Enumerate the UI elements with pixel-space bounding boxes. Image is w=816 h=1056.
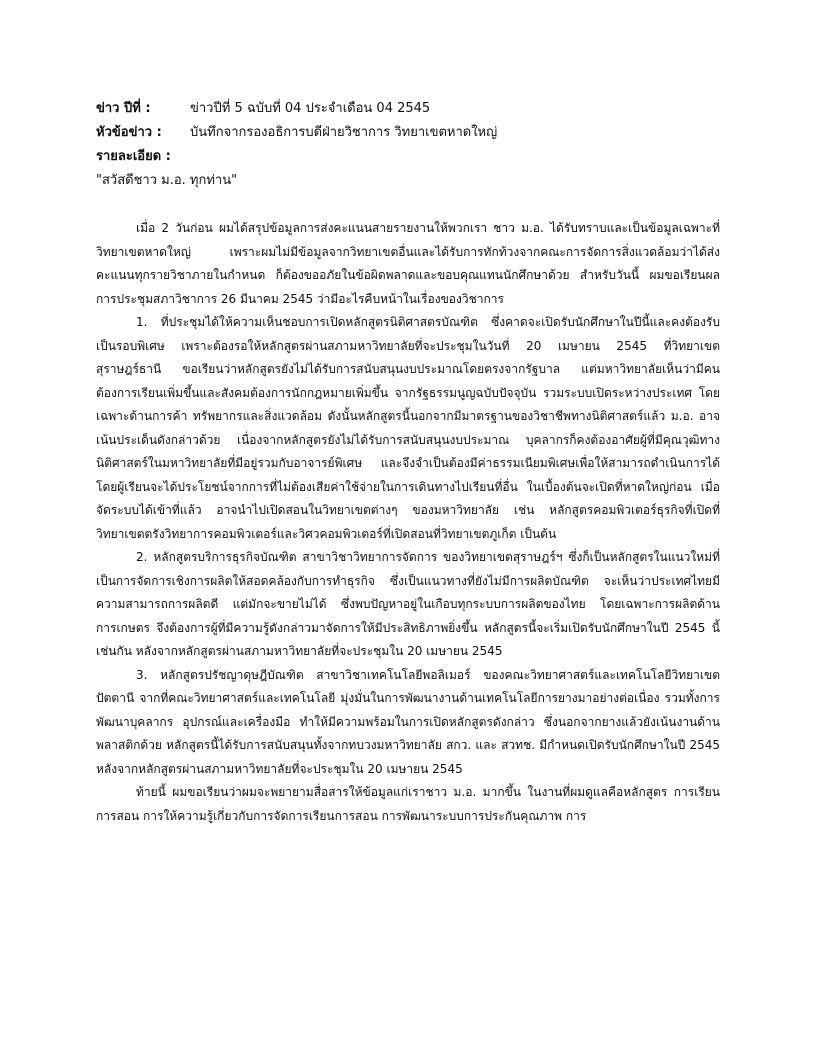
news-issue-label: ข่าว ปีที่ : (96, 101, 151, 116)
news-issue-row (96, 97, 720, 121)
intro-paragraph: เมื่อ 2 วันก่อน ผมได้สรุปข้อมูลการส่งคะแนนสายรายงานให้พวกเรา ชาว ม.อ. ได้รับทราบและเป็นข้อมูลเฉพาะที่วิทยาเขตหาดใหญ่ เพราะผมไม่มีข้อมูลจากวิทยาเขตอื่นและได้รับการทักท้วงจากคณะการจัดการสิ่งแวดล้อมว่าได้ส่งคะแนนทุกรายวิชาภายในกำหนด ก็ต้องขออภัยในข้อผิดพลาดและขอบคุณแทนนักศึกษาด้วย สำหรับวันนี้ ผมขอเรียนผลการประชุมสภาวิชาการ 26 มีนาคม 2545 ว่ามีอะไรคืบหน้าในเรื่องของวิชาการ (96, 221, 720, 306)
news-topic-row (96, 121, 720, 145)
item-2-paragraph: 2. หลักสูตรบริการธุรกิจบัณฑิต สาขาวิชาวิทยาการจัดการ ของวิทยาเขตสุราษฎร์ฯ ซึ่งก็เป็นหลักสูตรในแนวใหม่ที่เป็นการจัดการเชิงการผลิตให้สอดคล้องกับการทำธุรกิจ ซึ่งเป็นแนวทางที่ยังไม่มีการผลิตบัณฑิต จะเห็นว่าประเทศไทยมีความสามารถการผลิตดี แต่มักจะขายไม่ได้ ซึ่งพบปัญหาอยู่ในเกือบทุกระบบการผลิตของไทย โดยเฉพาะการผลิตด้านการเกษตร จึงต้องการผู้ที่มีความรู้ดังกล่าวมาจัดการให้มีประสิทธิภาพยิ่งขึ้น หลักสูตรนี้จะเริ่มเปิดรับนักศึกษาในปี 2545 นี้เช่นกัน หลังจากหลักสูตรผ่านสภามหาวิทยาลัยที่จะประชุมใน 20 เมษายน 2545 (96, 550, 720, 658)
news-detail-row (96, 145, 720, 169)
greeting: "สวัสดีชาว ม.อ. ทุกท่าน" (96, 173, 238, 188)
news-issue-value: ข่าวปีที่ 5 ฉบับที่ 04 ประจำเดือน 04 2545 (190, 101, 431, 116)
item-3-paragraph: 3. หลักสูตรปรัชญาดุษฎีบัณฑิต สาขาวิชาเทคโนโลยีพอลิเมอร์ ของคณะวิทยาศาสตร์และเทคโนโลยีวิทยาเขตปัตตานี จากที่คณะวิทยาศาสตร์และเทคโนโลยี มุ่งมั่นในการพัฒนางานด้านเทคโนโลยีการยางมาอย่างต่อเนื่อง รวมทั้งการพัฒนาบุคลากร อุปกรณ์และเครื่องมือ ทำให้มีความพร้อมในการเปิดหลักสูตรดังกล่าว ซึ่งนอกจากยางแล้วยังเน้นงานด้านพลาสติกด้วย หลักสูตรนี้ได้รับการสนับสนุนทั้งจากทบวงมหาวิทยาลัย สกว. และ สวทช. มีกำหนดเปิดรับนักศึกษาในปี 2545 หลังจากหลักสูตรผ่านสภามหาวิทยาลัยที่จะประชุมใน 20 เมษายน 2545 (96, 667, 720, 776)
document-page (96, 97, 720, 828)
news-detail-label: รายละเอียด : (96, 149, 171, 164)
news-topic-label: หัวข้อข่าว : (96, 125, 162, 140)
news-topic-value: บันทึกจากรองอธิการบดีฝ่ายวิชาการ วิทยาเขตหาดใหญ่ (190, 125, 498, 140)
item-1-paragraph: 1. ที่ประชุมได้ให้ความเห็นชอบการเปิดหลักสูตรนิติศาสตรบัณฑิต ซึ่งคาดจะเปิดรับนักศึกษาในปีนี้และคงต้องรับเป็นรอบพิเศษ เพราะต้องรอให้หลักสูตรผ่านสภามหาวิทยาลัยที่จะประชุมในวันที่ 20 เมษายน 2545 ที่วิทยาเขตสุราษฎร์ธานี ขอเรียนว่าหลักสูตรยังไม่ได้รับการสนับสนุนงบประมาณโดยตรงจากรัฐบาล แต่มหาวิทยาลัยเห็นว่ามีคนต้องการเรียนเพิ่มขึ้นและสังคมต้องการนักกฎหมายเพิ่มขึ้น จากรัฐธรรมนูญฉบับปัจจุบัน รวมระบบเปิดระหว่างประเทศ โดยเฉพาะด้านการค้า ทรัพยากรและสิ่งแวดล้อม ดังนั้นหลักสูตรนี้นอกจากมีมาตรฐานของวิชาชีพทางนิติศาสตร์แล้ว ม.อ. อาจเน้นประเด็นดังกล่าวด้วย เนื่องจากหลักสูตรยังไม่ได้รับการสนับสนุนงบประมาณ บุคลากรก็คงต้องอาศัยผู้ที่มีคุณวุฒิทางนิติศาสตร์ในมหาวิทยาลัยที่มีอยู่รวมกับอาจารย์พิเศษ และจึงจำเป็นต้องมีค่าธรรมเนียมพิเศษเพื่อให้สามารถดำเนินการได้ โดยผู้เรียนจะได้ประโยชน์จากการที่ไม่ต้องเสียค่าใช้จ่ายในการเดินทางไปเรียนที่อื่น ในเบื้องต้นจะเปิดที่หาดใหญ่ก่อน เมื่อจัดระบบได้เข้าที่แล้ว อาจนำไปเปิดสอนในวิทยาเขตต่างๆ ของมหาวิทยาลัย เช่น หลักสูตรคอมพิวเตอร์ธุรกิจที่เปิดที่วิทยาเขตตรังวิทยาการคอมพิวเตอร์และวิศวคอมพิวเตอร์ที่เปิดสอนที่วิทยาเขตภูเก็ต เป็นต้น (96, 315, 720, 541)
closing-paragraph: ท้ายนี้ ผมขอเรียนว่าผมจะพยายามสื่อสารให้ข้อมูลแก่เราชาว ม.อ. มากขึ้น ในงานที่ผมดูแลคือหลักสูตร การเรียนการสอน การให้ความรู้เกี่ยวกับการจัดการเรียนการสอน การพัฒนาระบบการประกันคุณภาพ การ (96, 785, 720, 823)
